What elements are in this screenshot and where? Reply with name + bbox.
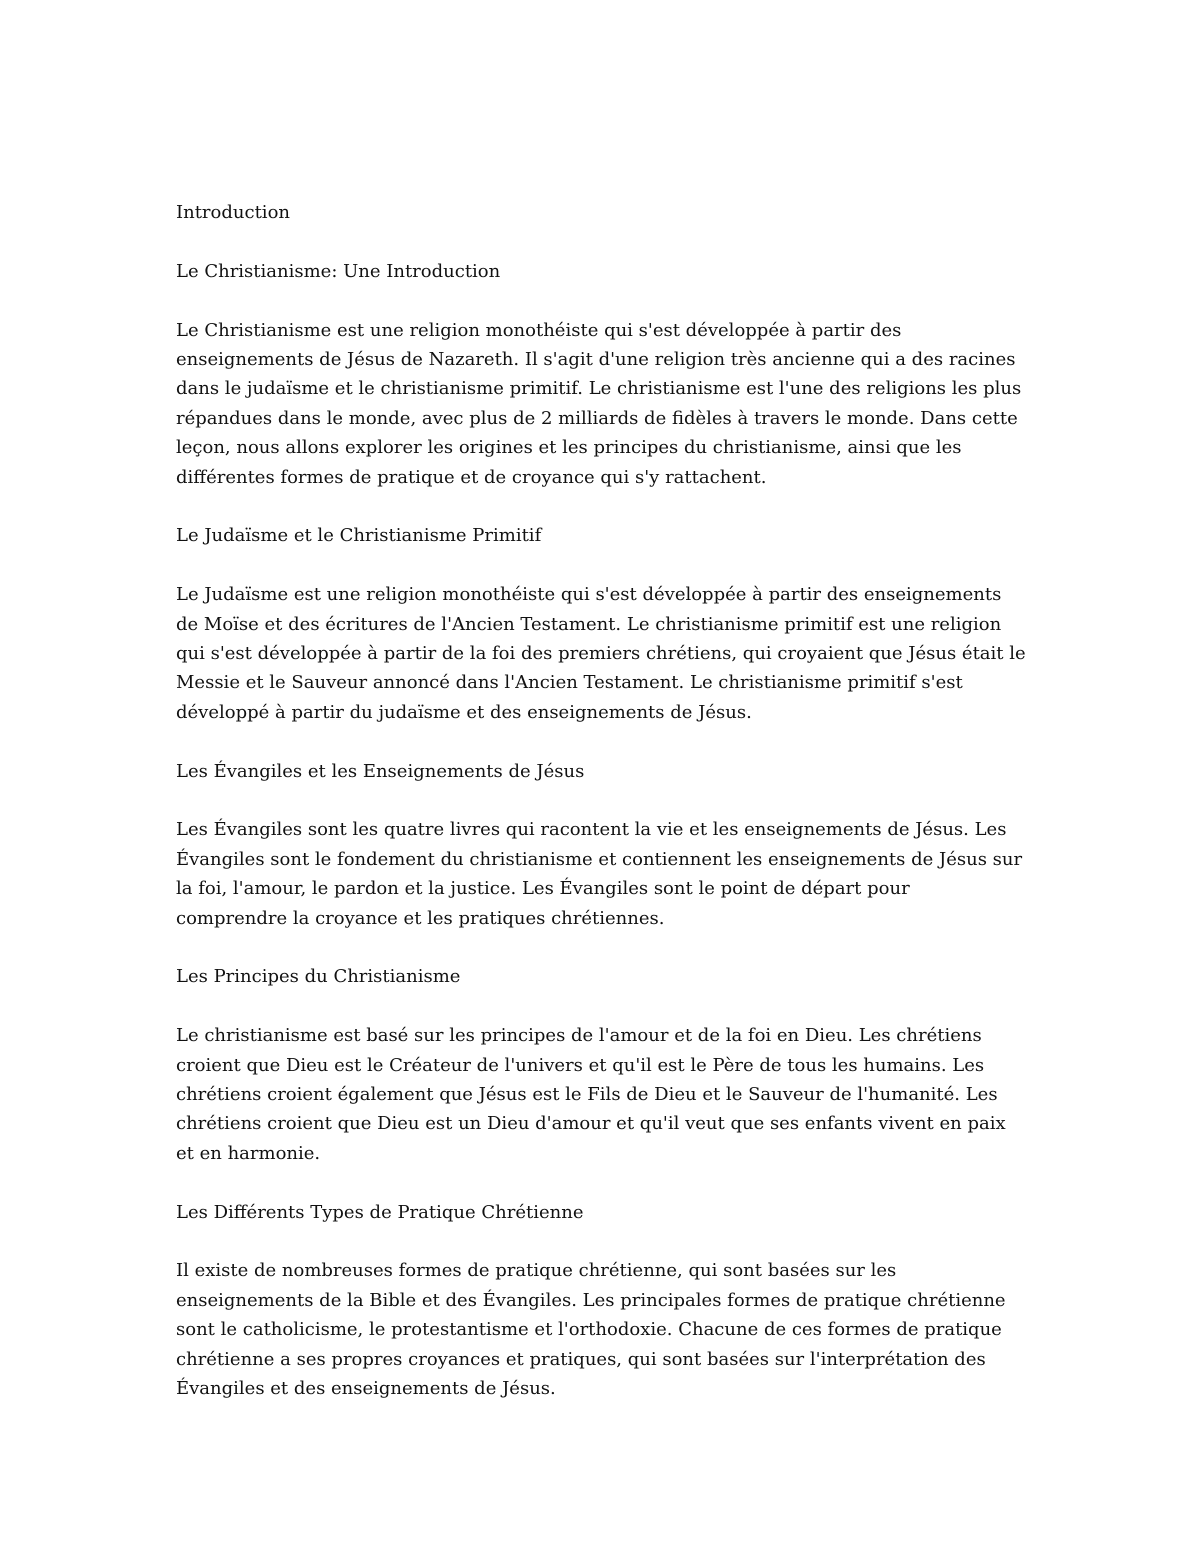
paragraph-pratiques: Il existe de nombreuses formes de pratique chrétienne, qui sont basées sur les enseignements de la Bible et des Évangiles. Les principales formes de pratique chrétienne sont le catholicisme, le protestantisme et l'orthodoxie. Chacune de ces formes de pratique chrétienne a ses propres croyances et pratiques, qui sont basées sur l'interprétation des Évangiles et des enseignements de Jésus. [176,1260,1006,1400]
document-body [176,198,1026,1433]
section-heading-principes: Les Principes du Christianisme [176,966,461,988]
section-heading-pratiques: Les Différents Types de Pratique Chrétienne [176,1201,584,1223]
intro-label: Introduction [176,202,290,223]
document-title: Le Christianisme: Une Introduction [176,260,501,282]
section-heading-evangiles: Les Évangiles et les Enseignements de Jésus [176,760,585,782]
paragraph-judaisme: Le Judaïsme est une religion monothéiste qui s'est développée à partir des enseignements de Moïse et des écritures de l'Ancien Testament. Le christianisme primitif est une religion qui s'est développée à partir de la foi des premiers chrétiens, qui croyaient que Jésus était le Messie et le Sauveur annoncé dans l'Ancien Testament. Le christianisme primitif s'est développé à partir du judaïsme et des enseignements de Jésus. [176,584,1026,723]
paragraph-evangiles: Les Évangiles sont les quatre livres qui racontent la vie et les enseignements de Jésus. Les Évangiles sont le fondement du christianisme et contiennent les enseignements de Jésus sur la foi, l'amour, le pardon et la justice. Les Évangiles sont le point de départ pour comprendre la croyance et les pratiques chrétiennes. [176,819,1023,929]
paragraph-introduction: Le Christianisme est une religion monothéiste qui s'est développée à partir des enseignements de Jésus de Nazareth. Il s'agit d'une religion très ancienne qui a des racines dans le judaïsme et le christianisme primitif. Le christianisme est l'une des religions les plus répandues dans le monde, avec plus de 2 milliards de fidèles à travers le monde. Dans cette leçon, nous allons explorer les origines et les principes du christianisme, ainsi que les différentes formes de pratique et de croyance qui s'y rattachent. [176,319,1022,488]
paragraph-principes: Le christianisme est basé sur les principes de l'amour et de la foi en Dieu. Les chrétiens croient que Dieu est le Créateur de l'univers et qu'il est le Père de tous les humains. Les chrétiens croient également que Jésus est le Fils de Dieu et le Sauveur de l'humanité. Les chrétiens croient que Dieu est un Dieu d'amour et qu'il veut que ses enfants vivent en paix et en harmonie. [176,1025,1006,1164]
section-heading-judaisme: Le Judaïsme et le Christianisme Primitif [176,525,542,547]
